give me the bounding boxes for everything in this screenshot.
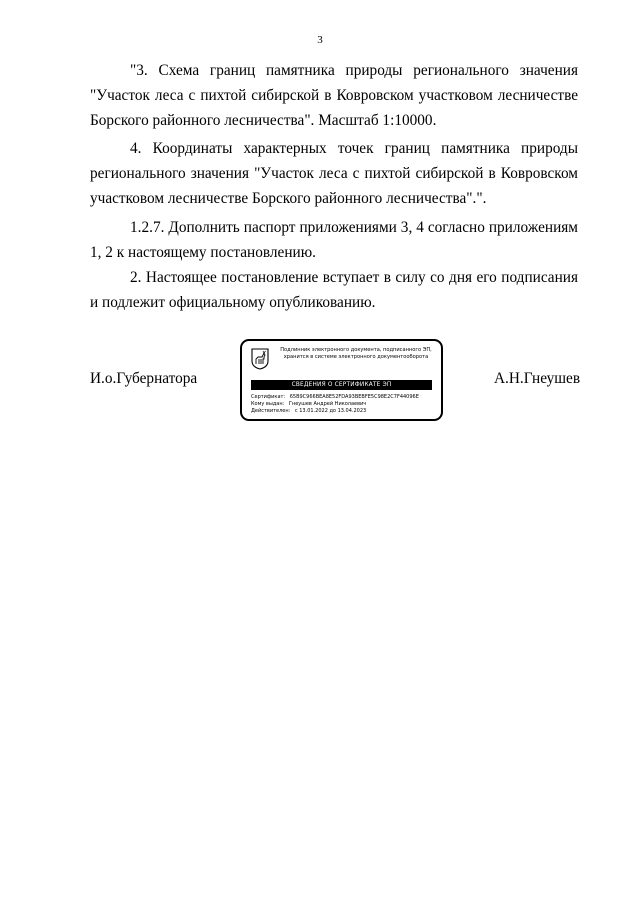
paragraph-coordinates [90, 136, 578, 211]
stamp-note [272, 347, 440, 361]
signer-title: И.о.Губернатора [90, 370, 198, 387]
text-line: 2. Настоящее постановление вступает в силу со дня его подписания [130, 269, 578, 286]
text-line: 1, 2 к настоящему постановлению. [90, 244, 316, 261]
certificate-row [251, 394, 419, 400]
stamp-note-line: Подлинник электронного документа, подписанного ЭП, [280, 347, 432, 353]
validity-label: Действителен: [251, 408, 291, 414]
owner-value: Гнеушев Андрей Николаевич [288, 401, 367, 407]
owner-row [251, 401, 366, 407]
text-line: Борского районного лесничества". Масштаб 1:10000. [90, 112, 437, 129]
text-line: "Участок леса с пихтой сибирской в Ковровском участковом лесничестве [90, 87, 578, 104]
text-line: регионального значения "Участок леса с пихтой сибирской в Ковровском [90, 165, 578, 182]
text-line: 4. Координаты характерных точек границ памятника природы [130, 140, 578, 157]
text-line: и подлежит официальному опубликованию. [90, 294, 376, 311]
signer-name: А.Н.Гнеушев [494, 370, 581, 387]
validity-value: с 13.01.2022 до 13.04.2023 [294, 408, 367, 414]
validity-row [251, 408, 366, 414]
text-line: участковом лесничестве Борского районного лесничества".". [90, 190, 487, 207]
paragraph-effective [90, 265, 578, 315]
text-line: 1.2.7. Дополнить паспорт приложениями 3, 4 согласно приложениям [130, 219, 578, 236]
paragraph-passport [90, 215, 578, 265]
paragraph-scheme [90, 58, 578, 133]
stamp-header: СВЕДЕНИЯ О СЕРТИФИКАТЕ ЭП [251, 380, 432, 390]
stamp-note-line: хранится в системе электронного документооборота [283, 354, 429, 360]
certificate-value: 65B9C966BEA8E52FDA93BEBFE5C98E2C7F44096E [289, 394, 419, 400]
e-signature-stamp [240, 339, 443, 421]
text-line: "3. Схема границ памятника природы регионального значения [130, 62, 578, 79]
certificate-label: Сертификат: [251, 394, 286, 400]
owner-label: Кому выдан: [251, 401, 285, 407]
page-number: 3 [317, 34, 323, 46]
coat-of-arms-icon [251, 348, 269, 370]
